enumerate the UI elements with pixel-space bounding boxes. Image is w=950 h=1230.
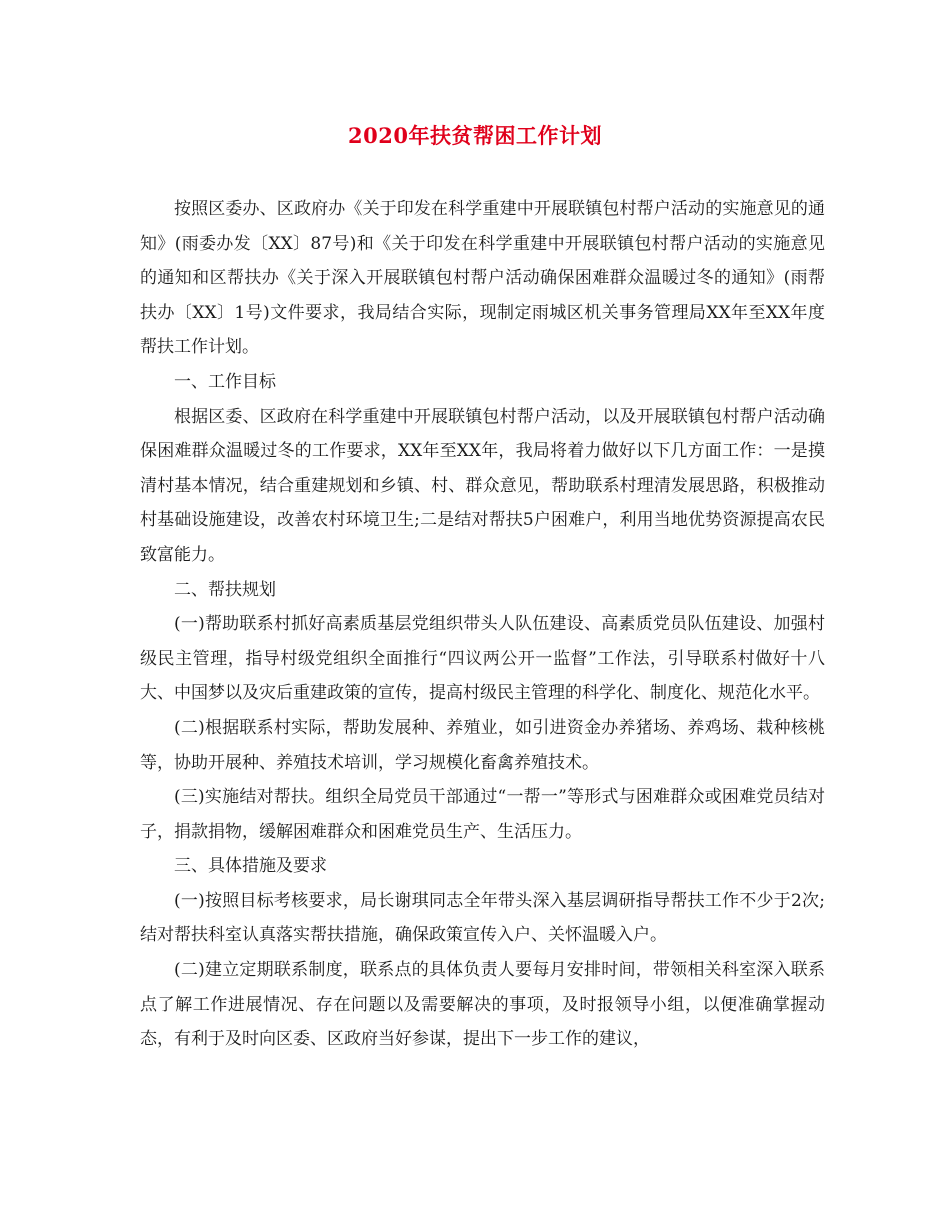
paragraph-measures-1: (一)按照目标考核要求，局长谢琪同志全年带头深入基层调研指导帮扶工作不少于2次;结对帮扶科室认真落实帮扶措施，确保政策宣传入户、关怀温暖入户。 [140, 890, 825, 946]
paragraph-plan-3: (三)实施结对帮扶。组织全局党员干部通过“一帮一”等形式与困难群众或困难党员结对子，捐款捐物，缓解困难群众和困难党员生产、生活压力。 [140, 787, 825, 842]
paragraph-plan-2: (二)根据联系村实际，帮助发展种、养殖业，如引进资金办养猪场、养鸡场、栽种核桃等，协助开展种、养殖技术培训，学习规模化畜禽养殖技术。 [140, 717, 825, 773]
section-heading-measures: 三、具体措施及要求 [174, 856, 327, 877]
paragraph-goals: 根据区委、区政府在科学重建中开展联镇包村帮户活动，以及开展联镇包村帮户活动确保困难群众温暖过冬的工作要求，XX年至XX年，我局将着力做好以下几方面工作：一是摸清村基本情况，结合重建规划和乡镇、村、群众意见，帮助联系村理清发展思路，积极推动村基础设施建设，改善农村环境卫生;二是结对帮扶5户困难户，利用当地优势资源提高农民致富能力。 [140, 406, 825, 565]
document-body [140, 192, 825, 1057]
paragraph-intro: 按照区委办、区政府办《关于印发在科学重建中开展联镇包村帮户活动的实施意见的通知》(雨委办发〔XX〕87号)和《关于印发在科学重建中开展联镇包村帮户活动的实施意见的通知和区帮扶办《关于深入开展联镇包村帮户活动确保困难群众温暖过冬的通知》(雨帮扶办〔XX〕1号)文件要求，我局结合实际，现制定雨城区机关事务管理局XX年至XX年度帮扶工作计划。 [140, 199, 825, 358]
document-title: 2020年扶贫帮困工作计划 [348, 123, 602, 148]
paragraph-plan-1: (一)帮助联系村抓好高素质基层党组织带头人队伍建设、高素质党员队伍建设、加强村级民主管理，指导村级党组织全面推行“四议两公开一监督”工作法，引导联系村做好十八大、中国梦以及灾后重建政策的宣传，提高村级民主管理的科学化、制度化、规范化水平。 [140, 614, 825, 704]
section-heading-plan: 二、帮扶规划 [174, 579, 276, 600]
section-heading-goals: 一、工作目标 [174, 371, 276, 392]
paragraph-measures-2: (二)建立定期联系制度，联系点的具体负责人要每月安排时间，带领相关科室深入联系点了解工作进展情况、存在问题以及需要解决的事项，及时报领导小组，以便准确掌握动态，有利于及时向区委、区政府当好参谋，提出下一步工作的建议， [140, 960, 825, 1050]
